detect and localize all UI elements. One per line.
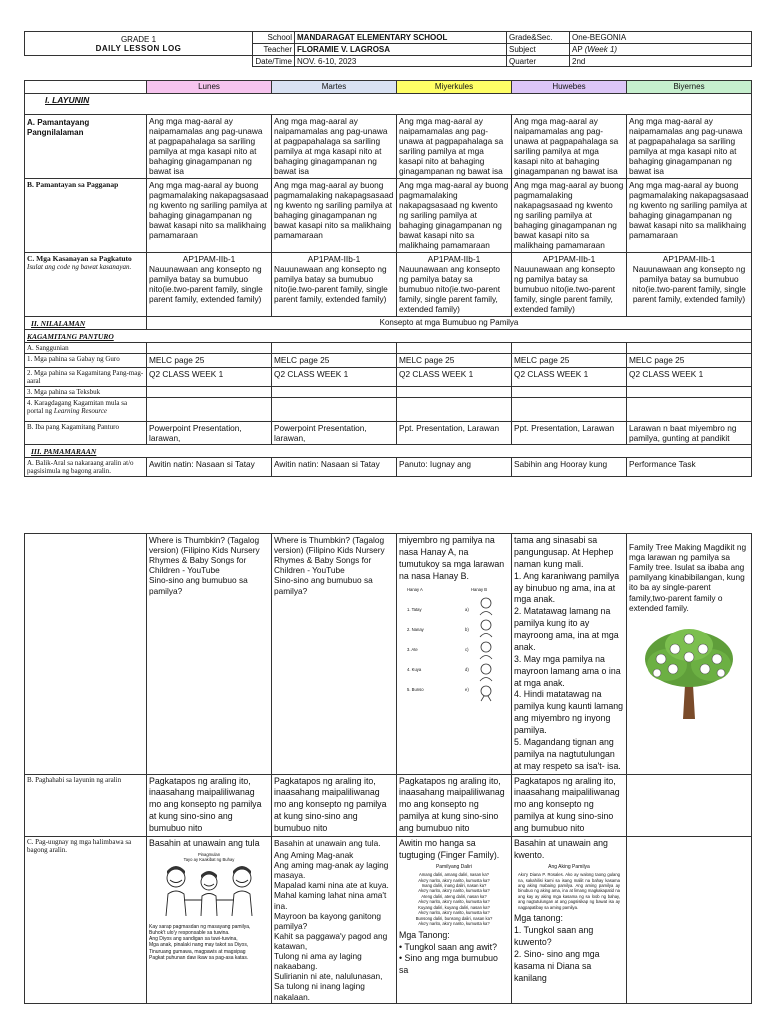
sino-sino-question: Sino-sino ang bumubuo sa pamilya? [149, 575, 248, 596]
family-tree-image [643, 625, 735, 719]
pamamaraan-heading [25, 445, 752, 458]
hanay-item: 3. Ate [407, 646, 418, 652]
psp-huwebes: Ang mga mag-aaral ay buong pagmamalaking nakapagsasaad ng kwento ng sariling pamilya at bahaging ginagampanan ng bawat kasapi nito sa malikhaing pamamaraan [512, 178, 627, 252]
hooray-item: 4. Hindi matatawag na pamilya kung kaunti lamang ang miyembro ng inyong pamilya. [514, 689, 624, 735]
hanay-letter: b) [465, 626, 469, 632]
nilalaman-value: Konsepto at mga Bumubuo ng Pamilya [147, 316, 752, 329]
competency-code: AP1PAM-IIb-1 [182, 253, 236, 264]
day-lunes: Lunes [147, 81, 272, 94]
finger-song-line: Ako'y narito, ako'y narito, kumusta ka? [418, 921, 490, 927]
karagdagang-label [25, 397, 147, 421]
nilalaman-label [25, 316, 147, 329]
pp-biyernes: Ang mga mag-aaral ay naipamamalas ang pag-unawa at pagpapahalaga sa sariling pamilya at mga kasapi nito at bahaging ginagampanan ng bawat isa [627, 114, 752, 178]
poem-line: Tulong ni ama ay laging nakaabang. [274, 951, 362, 972]
mk-martes-text: Nauunawaan ang konsepto ng pamilya batay sa bumubuo nito(ie.two-parent family, single parent family, extended family) [274, 263, 388, 304]
kagamitang-panturo-text: KAGAMITANG PANTURO [27, 331, 114, 341]
thumbkin-link-text: Where is Thumbkin? (Tagalog version) (Filipino Kids Nursery Rhymes & Baby Songs for Children - YouTube [149, 535, 260, 576]
poem-line: Mahal kaming lahat nina ama't ina. [274, 890, 387, 911]
grade-sec-label: Grade&Sec. [507, 32, 570, 44]
poem-line: Ang aming mag-anak ay laging masaya. [274, 860, 389, 881]
poem-line: Sa tulong ni inang laging nakalaan. [274, 981, 365, 1002]
competency-code: AP1PAM-IIb-1 [662, 253, 716, 264]
hanay-item: 4. Kuya [407, 666, 422, 672]
day-huwebes: Huwebes [512, 81, 627, 94]
question-item: • Tungkol saan ang awit? [399, 941, 497, 952]
pp-lunes: Ang mga mag-aaral ay naipamamalas ang pag-unawa at pagpapahalaga sa sariling pamilya at mga kasapi nito at bahaging ginagampanan ng bawat isa [147, 114, 272, 178]
tula-instruction: Basahin at unawain ang tula. [274, 837, 381, 848]
gabay-guro-label: 1. Mga pahina sa Gabay ng Guro [25, 353, 147, 367]
iba-pang-label: B. Iba pang Kagamitang Panturo [25, 421, 147, 444]
competency-code: AP1PAM-IIb-1 [307, 253, 361, 264]
poem-line: Tinuruang gumawa, magpawis at magsipag [149, 948, 246, 955]
poem-line: Buhok't ulo'y responsable sa tuwina. [149, 929, 230, 936]
ph-martes: Pagkatapos ng araling ito, inaasahang maipaliliwanag mo ang konsepto ng pamilya at kung sino-sino ang bumubuo nito [272, 774, 397, 836]
question-text: Tungkol saan ang awit? [404, 941, 497, 952]
poem-line: Pagkat puhunan daw ikaw sa pag-asa katas. [149, 954, 249, 961]
day-biyernes: Biyernes [627, 81, 752, 94]
hanay-instructions: miyembro ng pamilya na nasa Hanay A, na tumutukoy sa mga larawan na nasa Hanay B. [399, 535, 505, 581]
mga-kasanayan-title: C. Mga Kasanayan sa Pagkatuto [27, 253, 132, 263]
quarter-value: 2nd [570, 56, 752, 67]
karagdagang-text: 4. Karagdagang Kagamitan mula sa portal ng [27, 398, 128, 416]
hanay-letter: c) [465, 646, 469, 652]
mk-miyerkules-text: Nauunawaan ang konsepto ng pamilya batay sa bumubuo nito(ie.two-parent family, single parent family, extended family) [399, 263, 501, 315]
poem-line: Mga anak, pinalaki nang may takot sa Diyos, [149, 942, 249, 949]
kwento-instruction: Basahin at unawain ang kwento. [514, 837, 608, 860]
paghahabi-label: B. Paghahabi sa layunin ng aralin [25, 774, 147, 836]
ip-martes: Powerpoint Presentation, larawan, [272, 421, 397, 444]
competency-code: AP1PAM-IIb-1 [542, 253, 596, 264]
story-text: Ako'y Diana P. Rosales. Ako ay walong taong gulang na, sakahilisi kami sa isang maliit na bahay kasama ang aking mabaing pamilya. Ang aming pamilya ay binubuo ng aking ama, ina at limang magkakapatid na ang kay ay aking mga kasama ng sa loob ng bahay, ang nagtutulungan at ang pagsisikap ng bawat isa ay nagpapatibay sa aming pamilya. [518, 872, 620, 910]
pamantayan-sa-pagganap-label: B. Pamantayan sa Pagganap [25, 178, 147, 252]
lesson-table-page2 [24, 533, 752, 1004]
ba-huwebes: Sabihin ang Hooray kung [512, 458, 627, 477]
hanay-a-label: Hanay A [407, 586, 423, 592]
km-martes: Q2 CLASS WEEK 1 [272, 367, 397, 386]
gg-miyerkules: MELC page 25 [397, 353, 512, 367]
gg-biyernes: MELC page 25 [627, 353, 752, 367]
finger-song-line: Bunsong daliri, bunsong daliri, nasan ka? [415, 915, 493, 921]
school-value: MANDARAGAT ELEMENTARY SCHOOL [295, 32, 507, 44]
grade-title-cell [25, 32, 253, 56]
ph-lunes: Pagkatapos ng araling ito, inaasahang maipaliliwanag mo ang konsepto ng pamilya at kung sino-sino ang bumubuo nito [147, 774, 272, 836]
poem-line: Mayroon ba kayong ganitong pamilya? [274, 910, 382, 931]
header-table [24, 31, 752, 67]
poem-line: Mapalad kami nina ate at kuya. [274, 880, 389, 891]
tb-miyerkules [397, 386, 512, 397]
sang-martes [272, 342, 397, 353]
psp-martes: Ang mga mag-aaral ay buong pagmamalaking nakapagsasaad ng kwento ng sariling pamilya at bahaging ginagampanan ng bawat kasapi nito sa malikhaing pamamaraan [272, 178, 397, 252]
km-miyerkules: Q2 CLASS WEEK 1 [397, 367, 512, 386]
poem-title: Pinagmulan [197, 851, 221, 857]
hanay-item: 1. Tatay [407, 606, 422, 612]
hanay-letter: d) [465, 666, 469, 672]
day-martes: Martes [272, 81, 397, 94]
sang-miyerkules [397, 342, 512, 353]
learning-resource-text: Learning Resource [53, 407, 108, 416]
competency-code: AP1PAM-IIb-1 [427, 253, 481, 264]
ba-lunes: Awitin natin: Nasaan si Tatay [147, 458, 272, 477]
subject-value-cell [570, 44, 752, 56]
km-lunes: Q2 CLASS WEEK 1 [147, 367, 272, 386]
kr-biyernes [627, 397, 752, 421]
psp-biyernes: Ang mga mag-aaral ay buong pagmamalaking nakapagsasaad ng kwento ng sariling pamilya at bahaging ginagampanan ng bawat kasapi nito sa malikhaing pamamaraan [627, 178, 752, 252]
finger-song-line: Ako'y narito, ako'y narito, kumusta ka? [418, 888, 490, 894]
finger-song-line: Ateng daliri, ateng daliri, nasan ka? [421, 893, 487, 899]
finger-song-title: Pamilyang Daliri [435, 863, 473, 870]
subject-week: (Week 1) [584, 45, 618, 54]
poem-line: Kahit sa paggawa'y pagod ang katawan, [274, 930, 388, 951]
question-item: • Sino ang mga bumubuo sa [399, 953, 498, 976]
ip-biyernes: Larawan n baat miyembro ng pamilya, gunting at pandikit [627, 421, 752, 444]
kagamitang-panturo-heading [25, 329, 752, 342]
finger-song-line: Amang daliri, amang daliri, nasan ka? [418, 872, 490, 878]
p2r1-miyerkules [397, 534, 512, 775]
finger-song-line: Ako'y narito, ako'y narito, kumusta ka? [418, 910, 490, 916]
question-text: Sino ang mga bumubuo sa [399, 953, 498, 976]
layunin-text: I. LAYUNIN [45, 94, 90, 105]
psp-miyerkules: Ang mga mag-aaral ay buong pagmamalaking nakapagsasaad ng kwento ng sariling pamilya at bahaging ginagampanan ng bawat kasapi nito sa malikhaing pamamaraan [397, 178, 512, 252]
mga-kasanayan-label [25, 252, 147, 316]
p2-label-blank [25, 534, 147, 775]
finger-family-instruction: Awitin mo hanga sa tugtuging (Finger Family). [399, 837, 500, 860]
pp-martes: Ang mga mag-aaral ay naipamamalas ang pag-unawa at pagpapahalaga sa sariling pamilya at mga kasapi nito at bahaging ginagampanan ng bawat isa [272, 114, 397, 178]
mga-kasanayan-sublabel: Isulat ang code ng bawat kasanayan. [27, 262, 132, 271]
poem-line: Kay sarap pagmasdan ng masayang pamilya, [149, 923, 251, 930]
tb-huwebes [512, 386, 627, 397]
hooray-item: 3. May mga pamilya na mayroon lamang ama o ina at mga anak. [514, 653, 621, 688]
teksbuk-label: 3. Mga pahina sa Teksbuk [25, 386, 147, 397]
pp-miyerkules: Ang mga mag-aaral ay naipamamalas ang pag-unawa at pagpapahalaga sa sariling pamilya at mga kasapi nito at bahaging ginagampanan ng bawat isa [397, 114, 512, 178]
kr-lunes [147, 397, 272, 421]
poem-subtitle: Tayo ay Kaakibat ng Buhay [183, 857, 235, 863]
p2r1-lunes [147, 534, 272, 775]
subject-value: AP [572, 45, 583, 54]
mk-lunes [147, 252, 272, 316]
family-tree-instructions: Family Tree Making Magdikit ng mga larawan ng pamilya sa Family tree. Isulat sa ibaba ang pamilyang kinabibilangan, kung ito ba ay single-parent family,two-parent family o extended family. [629, 542, 747, 613]
subject-label: Subject [507, 44, 570, 56]
ph-huwebes: Pagkatapos ng araling ito, inaasahang maipaliliwanag mo ang konsepto ng pamilya at kung sino-sino ang bumubuo nito [512, 774, 627, 836]
finger-song-line: Inang daliri, inang daliri, nasan ka? [421, 883, 487, 889]
km-biyernes: Q2 CLASS WEEK 1 [627, 367, 752, 386]
date-value: NOV. 6-10, 2023 [295, 56, 507, 67]
question-item: 2. Sino- sino ang mga kasama ni Diana sa kanilang [514, 948, 600, 983]
ip-huwebes: Ppt. Presentation, Larawan [512, 421, 627, 444]
sang-lunes [147, 342, 272, 353]
mk-biyernes [627, 252, 752, 316]
sang-biyernes [627, 342, 752, 353]
story-title: Ang Aking Pamilya [548, 863, 590, 870]
pu-biyernes [627, 836, 752, 1003]
blank-corner [25, 81, 147, 94]
hanay-letter: a) [465, 606, 469, 612]
finger-song-line: Ako'y narito, ako'y narito, kumusta ka? [418, 877, 490, 883]
daily-lesson-log-title: DAILY LESSON LOG [95, 43, 182, 53]
teacher-label: Teacher [253, 44, 295, 56]
p2r1-martes [272, 534, 397, 775]
poem-line: Sulirianin ni ate, nalulunasan, [274, 971, 383, 982]
school-label: School [253, 32, 295, 44]
ba-martes: Awitin natin: Nasaan si Tatay [272, 458, 397, 477]
sino-sino-question: Sino-sino ang bumubuo sa pamilya? [274, 575, 373, 596]
lesson-table-page1 [24, 80, 752, 477]
sanggunian-label: A. Sanggunian [25, 342, 147, 353]
pu-lunes [147, 836, 272, 1003]
ph-biyernes [627, 774, 752, 836]
gg-martes: MELC page 25 [272, 353, 397, 367]
happy-family-illustration [154, 864, 264, 920]
hanay-item: 2. Nanay [407, 626, 424, 632]
mga-tanong-label: Mga tanong: [514, 913, 563, 924]
grade-label: GRADE 1 [120, 34, 157, 44]
pamantayang-pangnilalaman-label: A. Pamantayang Pangnilalaman [25, 114, 147, 178]
layunin-heading [25, 93, 752, 114]
kr-martes [272, 397, 397, 421]
grade-sec-value: One-BEGONIA [570, 32, 752, 44]
tb-biyernes [627, 386, 752, 397]
pu-huwebes [512, 836, 627, 1003]
p2r1-huwebes [512, 534, 627, 775]
balik-aral-label: A. Balik-Aral sa nakaraang aralin at/o pagsisimula ng bagong aralin. [25, 458, 147, 477]
matching-exercise [399, 587, 509, 702]
poem-line: Ang Diyos ang sandigan sa tuwi-tuwina, [149, 936, 238, 943]
finger-song-line: Ako'y narito, ako'y narito, kumusta ka? [418, 899, 490, 905]
ba-biyernes: Performance Task [627, 458, 752, 477]
hooray-item: 1. Ang karaniwang pamilya ay binubuo ng ama, ina at mga anak. [514, 570, 620, 605]
teacher-value: FLORAMIE V. LAGROSA [295, 44, 507, 56]
gg-lunes: MELC page 25 [147, 353, 272, 367]
pu-miyerkules [397, 836, 512, 1003]
tb-martes [272, 386, 397, 397]
pag-uugnay-label: C. Pag-uugnay ng mga halimbawa sa bagong aralin. [25, 836, 147, 1003]
kr-huwebes [512, 397, 627, 421]
day-miyerkules: Miyerkules [397, 81, 512, 94]
poem-line: Ang Aming Mag-anak [274, 849, 354, 860]
question-item: 1. Tungkol saan ang kuwento? [514, 925, 594, 948]
hanay-b-label: Hanay B [471, 586, 488, 592]
mk-huwebes [512, 252, 627, 316]
hanay-letter: e) [465, 686, 469, 692]
tula-instruction: Basahin at unawain ang tula [149, 837, 260, 848]
date-label: Date/Time [253, 56, 295, 67]
family-member-figures [475, 595, 497, 703]
mk-biyernes-text: Nauunawaan ang konsepto ng pamilya batay sa bumubuo nito(ie.two-parent family, single parent family, extended family) [632, 263, 746, 304]
nilalaman-text: II. NILALAMAN [31, 318, 86, 328]
gg-huwebes: MELC page 25 [512, 353, 627, 367]
pp-huwebes: Ang mga mag-aaral ay naipamamalas ang pag-unawa at pagpapahalaga sa sariling pamilya at mga kasapi nito at bahaging ginagampanan ng bawat isa [512, 114, 627, 178]
kr-miyerkules [397, 397, 512, 421]
km-huwebes: Q2 CLASS WEEK 1 [512, 367, 627, 386]
finger-song-line: Kuyang daliri, kuyang daliri, nasan ka? [418, 904, 490, 910]
ip-lunes: Powerpoint Presentation, larawan, [147, 421, 272, 444]
hooray-item: 5. Magandang tignan ang pamilya na nagtutulungan at may respeto sa isa't- isa. [514, 736, 621, 771]
sang-huwebes [512, 342, 627, 353]
hooray-item: 2. Matatawag lamang na pamilya kung ito ay mayroong ama, ina at mga anak. [514, 606, 619, 652]
pu-martes [272, 836, 397, 1003]
ba-miyerkules: Panuto: Iugnay ang [397, 458, 512, 477]
ip-miyerkules: Ppt. Presentation, Larawan [397, 421, 512, 444]
hooray-line: tama ang sinasabi sa pangungusap. At Hephep naman kung mali. [514, 535, 614, 569]
mga-tanong-label: Mga Tanong: [399, 929, 450, 940]
quarter-label: Quarter [507, 56, 570, 67]
ph-miyerkules: Pagkatapos ng araling ito, inaasahang maipaliliwanag mo ang konsepto ng pamilya at kung sino-sino ang bumubuo nito [397, 774, 512, 836]
kagamitang-mag-aaral-label: 2. Mga pahina sa Kagamitang Pang-mag-aaral [25, 367, 147, 386]
hanay-item: 5. Bunso [407, 686, 424, 692]
mk-huwebes-text: Nauunawaan ang konsepto ng pamilya batay sa bumubuo nito(ie.two-parent family, single parent family, extended family) [514, 263, 616, 315]
psp-lunes: Ang mga mag-aaral ay buong pagmamalaking nakapagsasaad ng kwento ng sariling pamilya at bahaging ginagampanan ng bawat kasapi nito sa malikhaing pamamaraan [147, 178, 272, 252]
tb-lunes [147, 386, 272, 397]
mk-martes [272, 252, 397, 316]
mk-lunes-text: Nauunawaan ang konsepto ng pamilya batay sa bumubuo nito(ie.two-parent family, single parent family, extended family) [149, 263, 263, 304]
thumbkin-link-text: Where is Thumbkin? (Tagalog version) (Filipino Kids Nursery Rhymes & Baby Songs for Children - YouTube [274, 535, 385, 576]
mk-miyerkules [397, 252, 512, 316]
p2r1-biyernes [627, 534, 752, 775]
pamamaraan-text: III. PAMAMARAAN [31, 447, 97, 457]
